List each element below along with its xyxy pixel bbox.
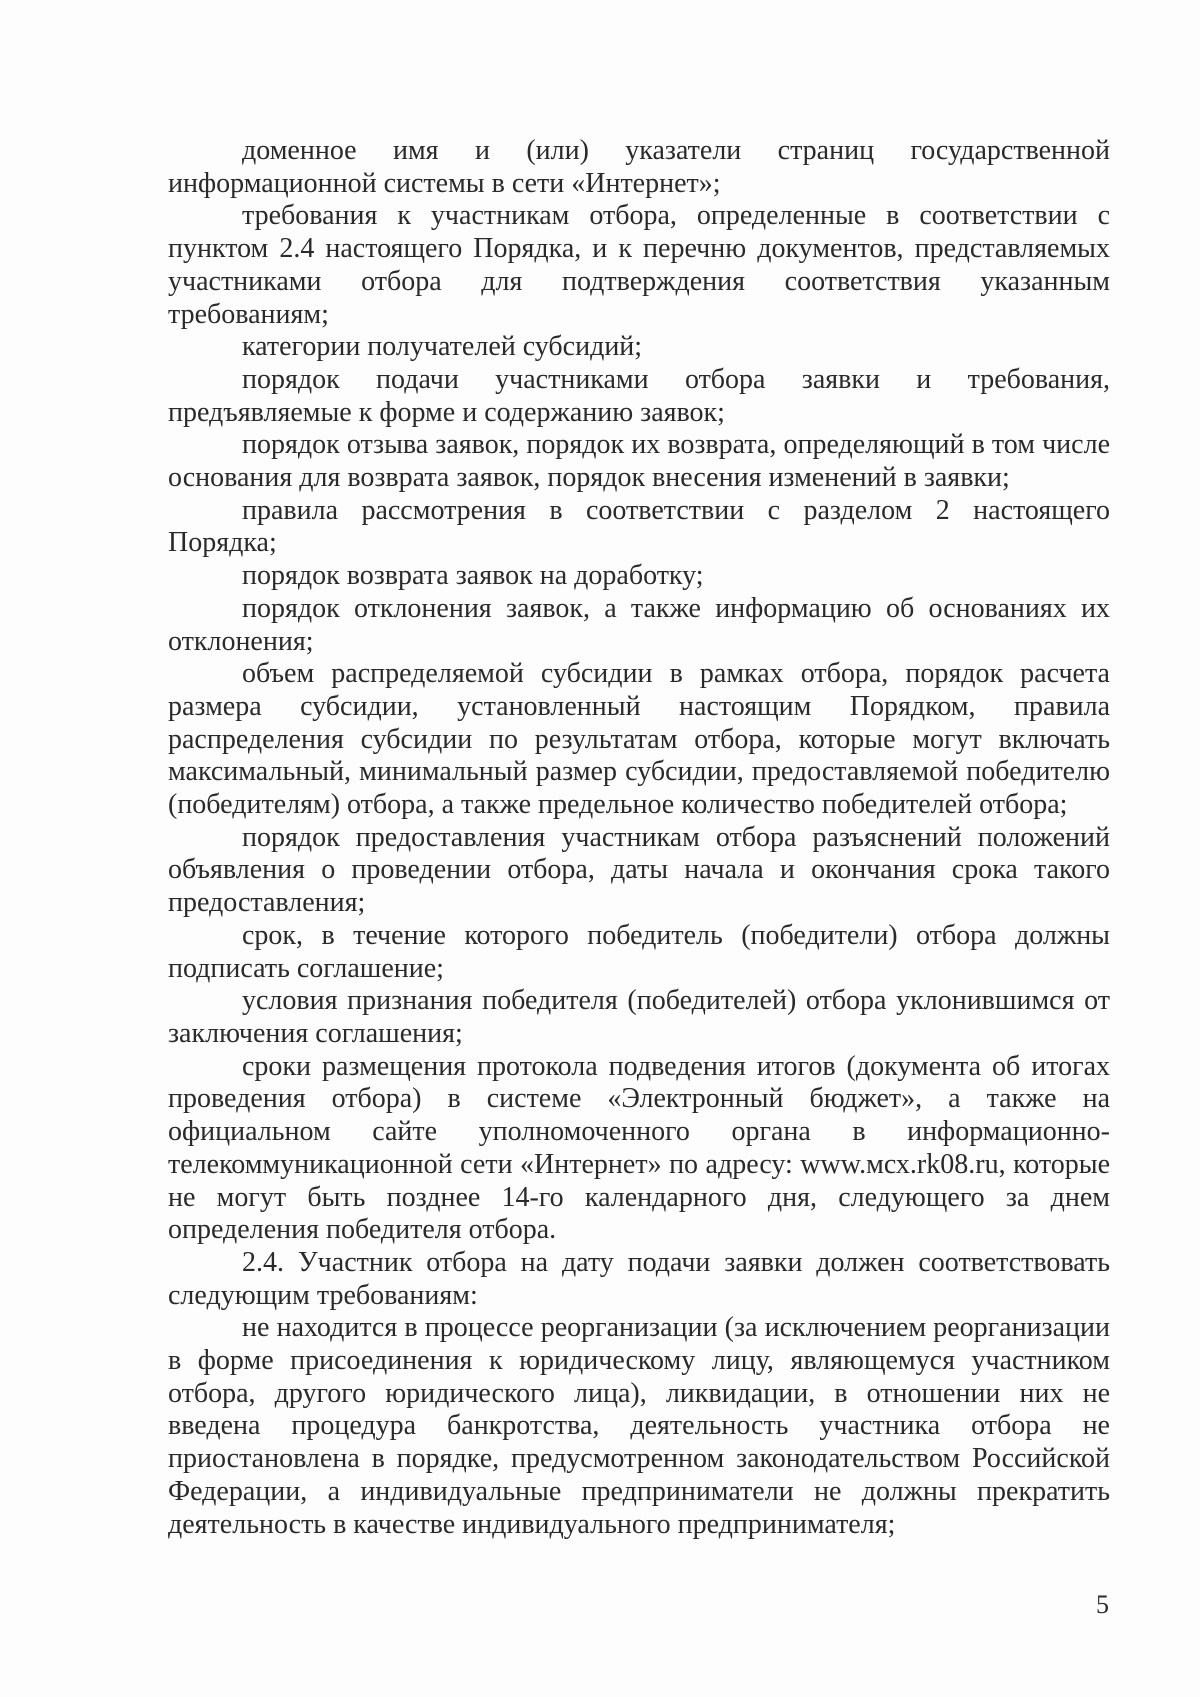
- paragraph: условия признания победителя (победителей) отбора уклонившимся от заключения соглашения;: [168, 985, 1110, 1049]
- paragraph: срок, в течение которого победитель (победители) отбора должны подписать соглашение;: [168, 919, 1110, 984]
- paragraph: порядок отклонения заявок, а также информацию об основаниях их отклонения;: [168, 592, 1110, 657]
- paragraph: порядок возврата заявок на доработку;: [242, 560, 704, 592]
- document-body: [168, 135, 1110, 1541]
- paragraph: категории получателей субсидий;: [242, 331, 643, 363]
- page-number: 5: [1096, 1590, 1109, 1619]
- paragraph: объем распределяемой субсидии в рамках отбора, порядок расчета размера субсидии, установленный настоящим Порядком, правила распределения субсидии по результатам отбора, которые могут включать максимальный, минимальный размер субсидии, предоставляемой победителю (победителям) отбора, а также предельное количество победителей отбора;: [168, 658, 1110, 821]
- paragraph: порядок предоставления участникам отбора разъяснений положений объявления о проведении отбора, даты начала и окончания срока такого предоставления;: [168, 821, 1110, 919]
- paragraph: не находится в процессе реорганизации (за исключением реорганизации в форме присоединения к юридическому лицу, являющемуся участником отбора, другого юридического лица), ликвидации, в отношении них не введена процедура банкротства, деятельность участника отбора не приостановлена в порядке, предусмотренном законодательством Российской Федерации, а индивидуальные предприниматели не должны прекратить деятельность в качестве индивидуального предпринимателя;: [168, 1312, 1110, 1540]
- paragraph: порядок отзыва заявок, порядок их возврата, определяющий в том числе основания для возврата заявок, порядок внесения изменений в заявки;: [168, 429, 1110, 494]
- paragraph: порядок подачи участниками отбора заявки и требования, предъявляемые к форме и содержанию заявок;: [168, 363, 1110, 428]
- paragraph: доменное имя и (или) указатели страниц государственной информационной системы в сети «Интернет»;: [168, 135, 1110, 199]
- paragraph: правила рассмотрения в соответствии с разделом 2 настоящего Порядка;: [168, 494, 1110, 559]
- paragraph: требования к участникам отбора, определенные в соответствии с пунктом 2.4 настоящего Порядка, и к перечню документов, представляемых участниками отбора для подтверждения соответствия указанным требованиям;: [168, 200, 1110, 330]
- section-paragraph: 2.4. Участник отбора на дату подачи заявки должен соответствовать следующим требованиям:: [168, 1246, 1110, 1311]
- paragraph: сроки размещения протокола подведения итогов (документа об итогах проведения отбора) в системе «Электронный бюджет», а также на официальном сайте уполномоченного органа в информационно-телекоммуникационной сети «Интернет» по адресу: www.мсх.rk08.ru, которые не могут быть позднее 14-го календарного дня, следующего за днем определения победителя отбора.: [168, 1050, 1110, 1246]
